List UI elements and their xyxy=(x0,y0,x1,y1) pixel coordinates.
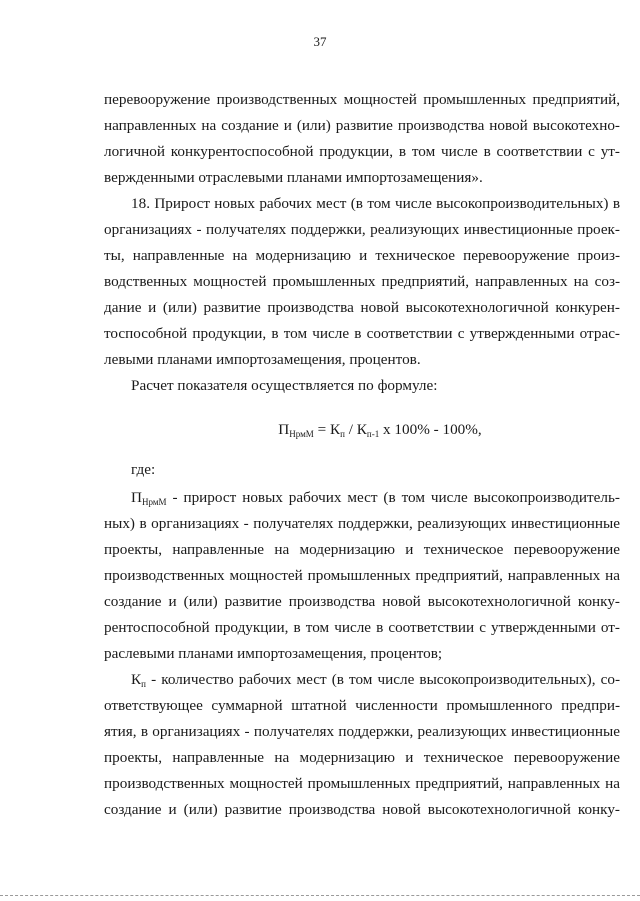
text-line: ятия, в организациях - получателях поддержки, реализующих инвестиционные xyxy=(104,723,620,740)
text-line: направленных на создание и (или) развитие производства новой высокотехно- xyxy=(104,117,620,134)
text-line: создание и (или) развитие производства новой высокотехнологичной конку- xyxy=(104,801,620,818)
text-line: рентоспособной продукции, в том числе в соответствии с утвержденными от- xyxy=(104,619,620,636)
text-line: где: xyxy=(131,461,156,478)
text-line: ответствующее суммарной штатной численности промышленного предпри- xyxy=(104,697,620,714)
text-line: Расчет показателя осуществляется по формуле: xyxy=(131,377,438,394)
text-line: 18. Прирост новых рабочих мест (в том числе высокопроизводительных) в xyxy=(131,195,620,212)
text-line: водственных мощностей промышленных предприятий, направленных на соз- xyxy=(104,273,620,290)
text-line: тоспособной продукции, в том числе в соответствии с утвержденными отрас- xyxy=(104,325,620,342)
text-line: производственных мощностей промышленных предприятий, направленных на xyxy=(104,567,620,584)
text-line: левыми планами импортозамещения, процентов. xyxy=(104,351,421,368)
formula: $П_{НрмМ} = К_п / К_{п-1}$ х 100% - 100%, xyxy=(278,421,482,439)
formula-lhs: $П_{НрмМ}$ xyxy=(278,421,314,439)
definition-p-line: $П_{НрмМ}$ - прирост новых рабочих мест (в том числе высокопроизводитель- xyxy=(131,489,620,507)
text-line: создание и (или) развитие производства новой высокотехнологичной конку- xyxy=(104,593,620,610)
text-line: раслевыми планами импортозамещения, процентов; xyxy=(104,645,443,662)
text-line: ты, направленные на модернизацию и техническое перевооружение произ- xyxy=(104,247,620,264)
text-line: перевооружение производственных мощностей промышленных предприятий, xyxy=(104,91,620,108)
text-line: вержденными отраслевыми планами импортозамещения». xyxy=(104,169,483,186)
scan-edge-line xyxy=(0,895,640,897)
text-line: проекты, направленные на модернизацию и техническое перевооружение xyxy=(104,749,620,766)
page-number: 37 xyxy=(313,34,327,49)
text-line: проекты, направленные на модернизацию и техническое перевооружение xyxy=(104,541,620,558)
formula-k-current: $К_п$ xyxy=(329,421,345,439)
text-line: ных) в организациях - получателях поддержки, реализующих инвестиционные xyxy=(104,515,620,532)
text-line: организациях - получателях поддержки, реализующих инвестиционные проек- xyxy=(104,221,620,238)
text-line: логичной конкурентоспособной продукции, в том числе в соответствии с ут- xyxy=(104,143,620,160)
text-line: дание и (или) развитие производства новой высокотехнологичной конкурен- xyxy=(104,299,620,316)
definition-k-line: $К_п$ - количество рабочих мест (в том числе высокопроизводительных), со- xyxy=(131,671,620,689)
text-line: производственных мощностей промышленных предприятий, направленных на xyxy=(104,775,620,792)
formula-k-previous: $К_{п-1}$ xyxy=(356,421,380,439)
